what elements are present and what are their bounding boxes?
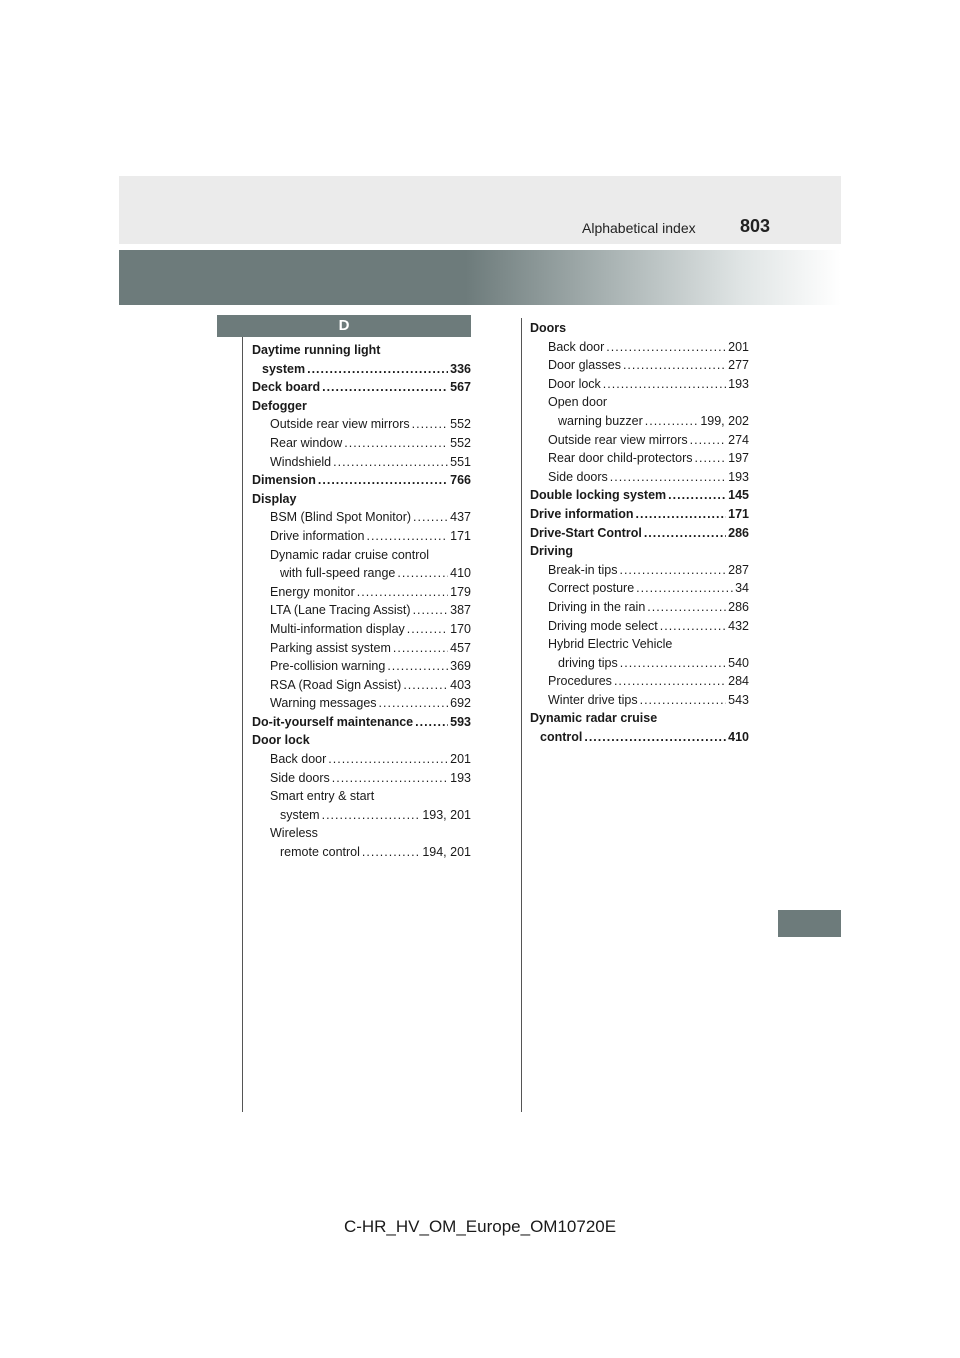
leader-dots <box>606 338 726 357</box>
index-term: Correct posture <box>548 581 635 596</box>
index-entry <box>530 449 749 468</box>
index-term: Wireless <box>270 826 318 841</box>
index-entry <box>252 508 471 527</box>
index-term: Parking assist system <box>270 640 391 655</box>
index-entry <box>252 527 471 546</box>
index-entry <box>252 806 471 825</box>
index-entry <box>252 676 471 695</box>
index-term: Door glasses <box>548 358 621 373</box>
leader-dots <box>357 583 448 602</box>
index-term: Display <box>252 491 297 506</box>
page-reference: 201 <box>450 752 471 767</box>
index-term: remote control <box>280 845 360 860</box>
index-entry <box>252 490 471 509</box>
index-entry <box>252 397 471 416</box>
index-term: Windshield <box>270 454 332 469</box>
left-column-rule <box>242 337 243 1112</box>
leader-dots <box>332 769 448 788</box>
index-entry <box>530 691 749 710</box>
page-reference: 336 <box>450 361 471 376</box>
leader-dots <box>393 639 448 658</box>
index-term: Drive-Start Control <box>530 525 642 540</box>
index-entry <box>530 412 749 431</box>
index-term: Daytime running light <box>252 343 381 357</box>
leader-dots <box>366 527 448 546</box>
index-entry <box>252 713 471 732</box>
page-reference: 457 <box>450 640 471 655</box>
leader-dots <box>584 728 726 747</box>
index-entry <box>530 672 749 691</box>
leader-dots <box>307 360 448 379</box>
leader-dots <box>645 412 699 431</box>
index-entry <box>530 542 749 561</box>
index-term: Winter drive tips <box>548 692 638 707</box>
index-entry <box>252 639 471 658</box>
leader-dots <box>636 505 727 524</box>
page-reference: 170 <box>450 621 471 636</box>
index-term: Outside rear view mirrors <box>548 432 688 447</box>
leader-dots <box>636 579 733 598</box>
page-reference: 692 <box>450 696 471 711</box>
index-term: Door lock <box>548 376 601 391</box>
index-entry <box>252 750 471 769</box>
chapter-side-tab <box>778 910 841 937</box>
leader-dots <box>647 598 726 617</box>
leader-dots <box>407 620 448 639</box>
section-title: Alphabetical index <box>582 220 696 236</box>
leader-dots <box>660 617 726 636</box>
index-entry <box>530 654 749 673</box>
index-column-left <box>252 341 471 862</box>
index-entry <box>252 453 471 472</box>
index-term: with full-speed range <box>280 566 396 581</box>
page-reference: 403 <box>450 677 471 692</box>
leader-dots <box>333 453 448 472</box>
leader-dots <box>610 468 726 487</box>
leader-dots <box>412 415 449 434</box>
leader-dots <box>362 843 420 862</box>
page-reference: 199, 202 <box>700 413 749 428</box>
leader-dots <box>415 713 448 732</box>
index-entry <box>252 843 471 862</box>
index-term: system <box>262 361 306 376</box>
page-reference: 197 <box>728 451 749 466</box>
leader-dots <box>620 654 726 673</box>
index-entry <box>252 360 471 379</box>
index-term: Dimension <box>252 473 316 488</box>
page-reference: 286 <box>728 525 749 540</box>
index-entry <box>252 378 471 397</box>
leader-dots <box>322 378 448 397</box>
index-term: Outside rear view mirrors <box>270 417 410 432</box>
leader-dots <box>695 449 727 468</box>
page-reference: 201 <box>728 339 749 354</box>
index-entry <box>530 617 749 636</box>
index-term: Rear window <box>270 435 343 450</box>
leader-dots <box>344 434 448 453</box>
index-entry <box>252 546 471 565</box>
leader-dots <box>413 601 449 620</box>
index-entry <box>252 471 471 490</box>
index-entry <box>530 505 749 524</box>
index-term: LTA (Lane Tracing Assist) <box>270 603 411 618</box>
leader-dots <box>668 486 726 505</box>
index-entry <box>530 524 749 543</box>
page-reference: 543 <box>728 692 749 707</box>
page-reference: 193 <box>450 770 471 785</box>
index-entry <box>252 731 471 750</box>
index-entry <box>530 579 749 598</box>
index-term: Do-it-yourself maintenance <box>252 714 414 729</box>
index-entry <box>530 375 749 394</box>
page-reference: 171 <box>450 528 471 543</box>
index-entry <box>530 728 749 747</box>
page-reference: 766 <box>450 473 471 488</box>
page-reference: 193, 201 <box>422 807 471 822</box>
leader-dots <box>328 750 448 769</box>
index-entry <box>252 601 471 620</box>
index-term: system <box>280 807 320 822</box>
index-entry <box>530 709 749 728</box>
index-entry <box>530 598 749 617</box>
leader-dots <box>318 471 448 490</box>
leader-dots <box>690 431 727 450</box>
index-term: Warning messages <box>270 696 377 711</box>
index-term: Driving in the rain <box>548 599 646 614</box>
index-entry <box>530 468 749 487</box>
leader-dots <box>322 806 421 825</box>
header-band <box>119 176 841 244</box>
index-entry <box>252 769 471 788</box>
index-term: Driving <box>530 544 574 559</box>
leader-dots <box>623 356 726 375</box>
right-column-rule <box>521 318 522 1112</box>
index-entry <box>530 431 749 450</box>
index-term: Dynamic radar cruise control <box>270 547 430 562</box>
page-number: 803 <box>740 216 771 236</box>
page-reference: 145 <box>728 488 749 503</box>
index-term: Defogger <box>252 398 307 413</box>
page-reference: 277 <box>728 358 749 373</box>
page-reference: 274 <box>728 432 749 447</box>
page-reference: 432 <box>728 618 749 633</box>
index-entry <box>252 434 471 453</box>
index-term: driving tips <box>558 655 618 670</box>
index-term: Energy monitor <box>270 584 355 599</box>
page-reference: 410 <box>728 730 749 745</box>
index-entry <box>530 635 749 654</box>
index-term: Drive information <box>530 506 634 521</box>
page-reference: 387 <box>450 603 471 618</box>
index-entry <box>252 620 471 639</box>
index-entry <box>530 356 749 375</box>
index-entry <box>530 561 749 580</box>
index-entry <box>252 415 471 434</box>
document-footer-code: C-HR_HV_OM_Europe_OM10720E <box>343 1217 617 1236</box>
leader-dots <box>397 564 448 583</box>
page-reference: 552 <box>450 417 471 432</box>
index-term: Back door <box>548 339 605 354</box>
index-term: RSA (Road Sign Assist) <box>270 677 402 692</box>
page-reference: 286 <box>728 599 749 614</box>
page-reference: 193 <box>728 469 749 484</box>
index-term: Doors <box>530 321 567 335</box>
index-entry <box>530 319 749 338</box>
leader-dots <box>403 676 448 695</box>
index-entry <box>252 341 471 360</box>
page-reference: 567 <box>450 380 471 395</box>
index-entry <box>252 657 471 676</box>
index-term: Procedures <box>548 674 612 689</box>
index-entry <box>252 824 471 843</box>
page-reference: 171 <box>728 506 749 521</box>
index-entry <box>530 338 749 357</box>
index-term: Open door <box>548 395 608 410</box>
index-entry <box>252 564 471 583</box>
index-term: Double locking system <box>530 488 667 503</box>
leader-dots <box>413 508 448 527</box>
index-column-right <box>530 319 749 747</box>
index-entry <box>252 694 471 713</box>
index-term: Back door <box>270 752 327 767</box>
index-term: Hybrid Electric Vehicle <box>548 637 673 652</box>
page-reference: 437 <box>450 510 471 525</box>
page-reference: 540 <box>728 655 749 670</box>
page-reference: 551 <box>450 454 471 469</box>
index-entry <box>252 583 471 602</box>
index-term: Driving mode select <box>548 618 658 633</box>
leader-dots <box>640 691 727 710</box>
page-reference: 410 <box>450 566 471 581</box>
index-entry <box>252 787 471 806</box>
page-reference: 284 <box>728 674 749 689</box>
page-reference: 179 <box>450 584 471 599</box>
leader-dots <box>379 694 449 713</box>
index-term: Side doors <box>270 770 330 785</box>
page-reference: 194, 201 <box>422 845 471 860</box>
index-term: Multi-information display <box>270 621 405 636</box>
page-reference: 369 <box>450 659 471 674</box>
index-term: Door lock <box>252 733 310 748</box>
page-reference: 193 <box>728 376 749 391</box>
index-term: Drive information <box>270 528 365 543</box>
leader-dots <box>614 672 726 691</box>
page-reference: 34 <box>735 581 749 596</box>
index-term: warning buzzer <box>558 413 643 428</box>
index-term: Rear door child-protectors <box>548 451 693 466</box>
index-term: Deck board <box>252 380 321 395</box>
index-entry <box>530 486 749 505</box>
page-reference: 593 <box>450 714 471 729</box>
index-term: Smart entry & start <box>270 789 375 804</box>
leader-dots <box>387 657 448 676</box>
leader-dots <box>603 375 726 394</box>
chapter-gradient-bar <box>119 250 841 305</box>
index-term: Pre-collision warning <box>270 659 386 674</box>
index-term: BSM (Blind Spot Monitor) <box>270 510 412 525</box>
index-entry <box>530 393 749 412</box>
page-reference: 287 <box>728 562 749 577</box>
index-term: Dynamic radar cruise <box>530 711 658 726</box>
index-term: Break-in tips <box>548 562 618 577</box>
leader-dots <box>619 561 726 580</box>
index-term: control <box>540 730 583 745</box>
leader-dots <box>644 524 726 543</box>
page-reference: 552 <box>450 435 471 450</box>
index-term: Side doors <box>548 469 608 484</box>
index-letter-heading: D <box>217 315 471 337</box>
